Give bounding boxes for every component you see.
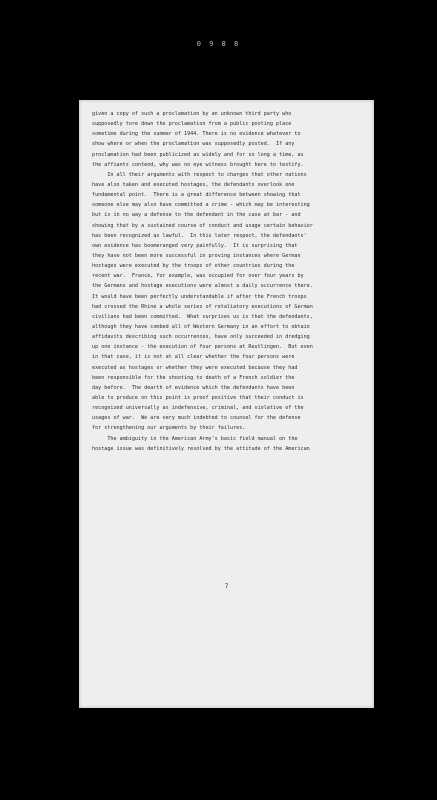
text-line: in that case, it is not at all clear whether the four persons were <box>92 354 295 361</box>
text-line: showing that by a sustained course of conduct and usage certain behavior <box>92 222 313 229</box>
text-line: The ambiguity in the American Army's basic field manual on the <box>92 435 298 442</box>
document-page <box>79 100 374 708</box>
text-line: fundamental point. There is a great difference between showing that <box>92 192 301 199</box>
text-line: In all their arguments with respect to charges that other nations <box>92 171 307 178</box>
text-line: sometime during the summer of 1944. There is no evidence whatever to <box>92 131 301 138</box>
text-line: someone else may also have committed a crime - which may be interesting <box>92 202 310 209</box>
text-line: had crossed the Rhine a whole series of retaliatory executions of German <box>92 303 313 310</box>
text-line: have also taken and executed hostages, the defendants overlook one <box>92 181 295 188</box>
page-number: 7 <box>224 583 229 590</box>
text-line: up one instance - the execution of four persons at Reutlingen. But even <box>92 344 313 351</box>
text-line: hostage issue was definitively resolved by the attitude of the American <box>92 445 310 452</box>
text-line: recent war. France, for example, was occupied for over four years by <box>92 273 304 280</box>
text-line: but is in no way a defense to the defendant in the case at bar - and <box>92 212 301 219</box>
text-line: day before. The dearth of evidence which the defendants have been <box>92 384 295 391</box>
body-text <box>92 109 364 454</box>
text-line: the affiants contend, why was no eye witness brought here to testify. <box>92 161 304 168</box>
archive-page-mark: 0 9 8 8 <box>196 40 241 48</box>
text-line: although they have combed all of Western Germany in an effort to obtain <box>92 323 310 330</box>
text-line: proclamation had been publicized as widely and for so long a time, as <box>92 151 304 158</box>
text-line: has been recognized as lawful. In this later respect, the defendants' <box>92 232 307 239</box>
text-line: show where or when the proclamation was supposedly posted. If any <box>92 141 295 148</box>
text-line: they have not been more successful in proving instances where German <box>92 252 301 259</box>
text-line: for strengthening our arguments by their failures. <box>92 425 246 432</box>
text-line: own evidence has boomeranged very painfully. It is surprising that <box>92 242 298 249</box>
text-line: It would have been perfectly understandable if after the French troops <box>92 293 307 300</box>
text-line: usages of war. We are very much indebted to counsel for the defense <box>92 415 301 422</box>
text-line: able to produce on this point is proof positive that their conduct is <box>92 394 304 401</box>
text-line: supposedly tore down the proclamation from a public posting place <box>92 121 292 128</box>
text-line: given a copy of such a proclamation by an unknown third party who <box>92 111 292 117</box>
text-line: civilians had been committed. What surprises us is that the defendants, <box>92 313 313 320</box>
text-line: been responsible for the shooting to death of a French soldier the <box>92 374 295 381</box>
text-line: recognized universally as indefensive, criminal, and violative of the <box>92 405 304 412</box>
text-line: executed as hostages or whether they were executed because they had <box>92 364 298 371</box>
text-line: affidavits describing such occurrences, have only succeeded in dredging <box>92 334 310 341</box>
text-line: hostages were executed by the troops of other countries during the <box>92 263 295 270</box>
text-line: the Germans and hostage executions were almost a daily occurrence there. <box>92 283 313 290</box>
